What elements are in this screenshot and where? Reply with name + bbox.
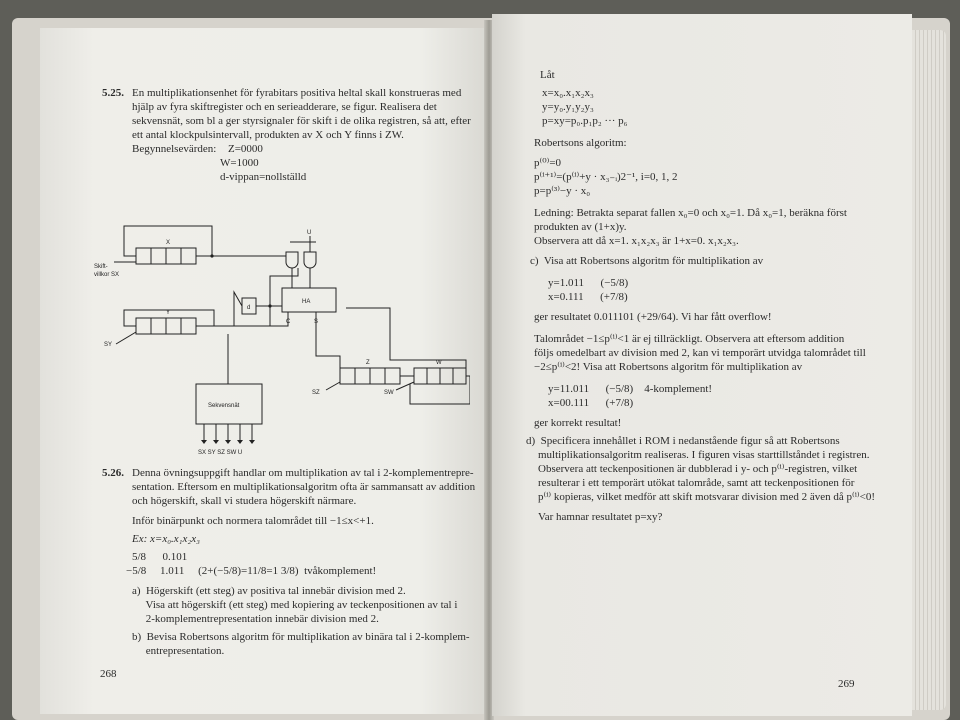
label-u: U (307, 230, 312, 236)
label-ha: HA (302, 299, 311, 305)
label-c: C (286, 319, 291, 325)
subtask-d-line: d) Specificera innehållet i ROM i nedanstående figur så att Robertsons (526, 435, 840, 447)
hint-line: Observera att då x=1. x₁x₂x₃ är 1+x=0. x₁x₂x₃. (534, 235, 739, 247)
label-outputs: SX SY SZ SW U (198, 450, 243, 456)
exercise-525-line: hjälp av fyra skiftregister och en serieadderare, se figur. Realisera det (132, 101, 437, 113)
extended-value: x=00.111 (+7/8) (548, 397, 634, 409)
algorithm-line: p⁽⁰⁾=0 (534, 157, 562, 169)
label-sz: SZ (312, 390, 320, 396)
exercise-526-line: sentation. Eftersom en multiplikationsalgoritm ofta är sammansatt av addition (132, 481, 476, 493)
exercise-526-line: och högerskift, skall vi studera högerskift närmare. (132, 495, 357, 507)
subtask-a-line: 2-komplementrepresentation innebär division med 2. (132, 613, 379, 625)
subtask-d-line: Observera att teckenpositionen är dubblerad i y- och p⁽ⁱ⁾-registren, vilket (538, 463, 858, 475)
label-sw: SW (384, 390, 394, 396)
label-x: X (166, 240, 171, 246)
subtask-c-value: y=1.011 (−5/8) (548, 277, 629, 289)
definition-line: y=y₀.y₁y₂y₃ (542, 101, 594, 113)
page-number-right: 269 (838, 678, 855, 690)
correct-result-line: ger korrekt resultat! (534, 417, 622, 429)
robertson-title: Robertsons algoritm: (534, 137, 627, 149)
label-s: S (314, 319, 319, 325)
label-sy: SY (104, 342, 113, 348)
label-villkor-sx: villkor SX (94, 272, 120, 278)
label-w: W (436, 360, 442, 366)
hint-line: Ledning: Betrakta separat fallen x₀=0 och x₀=1. Då x₀=1, beräkna först (534, 207, 847, 219)
right-page (492, 14, 912, 716)
exercise-525-line: En multiplikationsenhet för fyrabitars positiva heltal skall konstrueras med (132, 87, 462, 99)
initial-value: W=1000 (220, 157, 259, 169)
label-d: d (247, 305, 251, 311)
subtask-a-line: Visa att högerskift (ett steg) med kopiering av teckenpositionen av tal i (132, 599, 458, 611)
subtask-d-line: multiplikationsalgoritm realiseras. I figuren visas starttillståndet i registren. (538, 449, 870, 461)
definition-line: x=x₀.x₁x₂x₃ (542, 87, 594, 99)
label-skift: Skift- (94, 264, 108, 270)
left-page (40, 28, 488, 714)
initial-value: d-vippan=nollställd (220, 171, 307, 183)
range-line: −2≤p⁽ⁱ⁾<2! Visa att Robertsons algoritm för multiplikation av (534, 361, 803, 373)
exercise-526-line: Denna övningsuppgift handlar om multiplikation av tal i 2-komplementrepre- (132, 467, 474, 479)
subtask-b-line: b) Bevisa Robertsons algoritm för multiplikation av binära tal i 2-komplem- (132, 631, 470, 643)
hint-line: produkten av (1+x)y. (534, 221, 627, 233)
initial-value: Z=0000 (228, 143, 263, 155)
example-line: Ex: x=x₀.x₁x₂x₃ (132, 533, 200, 545)
exercise-525-number: 5.25. (102, 87, 124, 99)
multiplier-circuit-diagram (90, 206, 470, 486)
subtask-c-line: c) Visa att Robertsons algoritm för multiplikation av (530, 255, 764, 267)
subtask-d-line: resulterar i ett temporärt utökat talområde, samt att teckenpositionen för (538, 477, 855, 489)
final-question: Var hamnar resultatet p=xy? (538, 511, 663, 523)
subtask-c-result: ger resultatet 0.011101 (+29/64). Vi har fått overflow! (534, 311, 772, 323)
algorithm-line: p⁽ⁱ⁺¹⁾=(p⁽ⁱ⁾+y · x₃₋ᵢ)2⁻¹, i=0, 1, 2 (534, 171, 678, 183)
label-z: Z (366, 360, 370, 366)
label-sekvensnat: Sekvensnät (208, 403, 240, 409)
subtask-b-line: entrepresentation. (132, 645, 225, 657)
subtask-c-value: x=0.111 (+7/8) (548, 291, 628, 303)
lat-label: Låt (540, 69, 555, 81)
algorithm-line: p=p⁽³⁾−y · x₀ (534, 185, 591, 197)
label-y: Y (166, 310, 171, 316)
initial-values-label: Begynnelsevärden: (132, 143, 217, 155)
page-number-left: 268 (100, 668, 117, 680)
example-row: 5/8 0.101 (132, 551, 188, 563)
subtask-a-line: a) Högerskift (ett steg) av positiva tal innebär division med 2. (132, 585, 406, 597)
exercise-526-number: 5.26. (102, 467, 124, 479)
exercise-525-line: ett antal klockpulsintervall, produkten av X och Y finns i ZW. (132, 129, 404, 141)
binary-point-intro: Inför binärpunkt och normera talområdet till −1≤x<+1. (132, 515, 374, 527)
range-line: Talområdet −1≤p⁽ⁱ⁾<1 är ej tillräckligt. Observera att eftersom addition (534, 333, 845, 345)
example-row: −5/8 1.011 (2+(−5/8)=11/8=1 3/8) tvåkomplement! (126, 565, 377, 577)
exercise-525-line: sekvensnät, som bl a ger styrsignaler för skift i de olika registren, så att, efter (132, 115, 471, 127)
range-line: följs omedelbart av division med 2, kan vi temporärt utvidga talområdet till (534, 347, 866, 359)
extended-value: y=11.011 (−5/8) 4-komplement! (548, 383, 713, 395)
subtask-d-line: p⁽ⁱ⁾ kopieras, vilket medför att skift motsvarar division med 2 även då p⁽ⁱ⁾<0! (538, 491, 875, 503)
definition-line: p=xy=p₀.p₁p₂ ··· p₆ (542, 115, 628, 127)
